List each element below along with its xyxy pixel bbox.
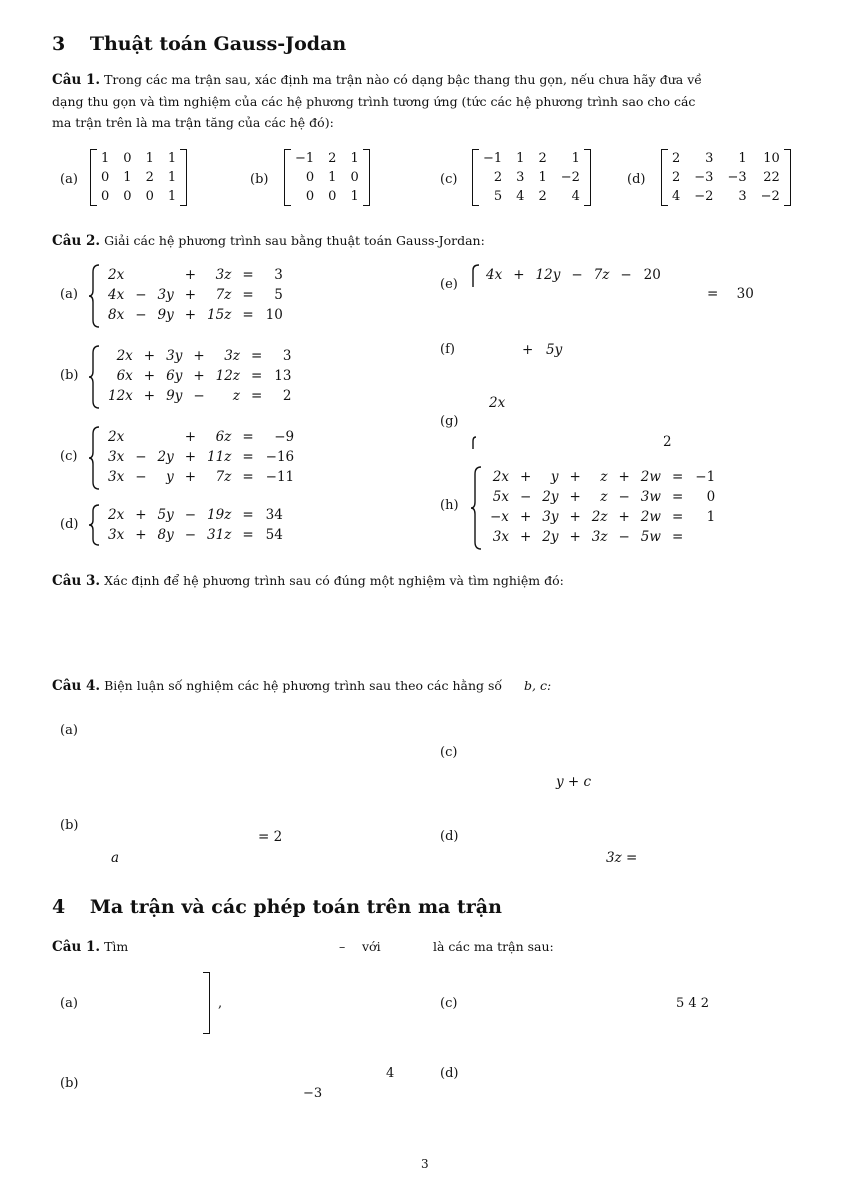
s4-q1-b-label: (b) bbox=[60, 1076, 79, 1091]
system-h: 2x + y + z + 2w = −1 5x − 2y + z − 3w = 0 −x + 3y + 2z + 2w = 1 3x + 2y + 3z − 5w = bbox=[490, 469, 716, 545]
s4-q1-label: Câu 1. bbox=[52, 939, 101, 955]
q4-a-label: (a) bbox=[60, 723, 78, 738]
matrix-c: −1 1 2 1 2 3 1 −2 5 4 2 4 bbox=[472, 149, 591, 206]
system-d-label: (d) bbox=[60, 517, 79, 532]
q4-consts: b, c: bbox=[524, 678, 552, 693]
system-h-brace bbox=[470, 466, 482, 550]
s4-q1-a-comma: , bbox=[218, 996, 223, 1011]
system-f-label: (f) bbox=[440, 342, 455, 357]
system-c-brace bbox=[88, 426, 100, 490]
system-f-frag-3: 2x bbox=[489, 395, 506, 411]
system-c: 2x + 6z = −9 3x − 2y + 11z = −16 3x − y + 7z = −11 bbox=[108, 429, 295, 485]
system-b-brace bbox=[88, 345, 100, 409]
q4-d-fragment: 3z = bbox=[606, 850, 638, 866]
q4-b-label: (b) bbox=[60, 818, 79, 833]
q1-line-2: dạng thu gọn và tìm nghiệm của các hệ phương trình tương ứng (tức các hệ phương trình sao cho các bbox=[52, 94, 696, 109]
system-c-label: (c) bbox=[60, 449, 78, 464]
q4-label: Câu 4. bbox=[52, 678, 101, 694]
system-d-brace bbox=[88, 504, 100, 546]
q1-line-1: Trong các ma trận sau, xác định ma trận nào có dạng bậc thang thu gọn, nếu chưa hãy đưa về bbox=[104, 72, 702, 87]
matrix-c-label: (c) bbox=[440, 172, 458, 187]
system-e-row-2: = 30 bbox=[707, 286, 754, 302]
s4-q1-b-fragment-2: −3 bbox=[303, 1086, 323, 1101]
q4-paragraph bbox=[52, 675, 551, 697]
page-number: 3 bbox=[421, 1157, 429, 1171]
s4-q1-text-1: Tìm bbox=[104, 939, 129, 954]
system-g-label: (g) bbox=[440, 414, 459, 429]
s4-q1-text-2: – bbox=[339, 939, 346, 954]
section-number: 3 bbox=[52, 33, 66, 55]
q4-b-fragment-2: a bbox=[111, 850, 120, 866]
system-e-brace bbox=[468, 264, 480, 288]
system-b: 2x + 3y + 3z = 3 6x + 6y + 12z = 13 12x + 9y − z = 2 bbox=[108, 348, 292, 404]
s4-q1-b-fragment-1: 4 bbox=[386, 1066, 395, 1081]
matrix-b: −1 2 1 0 1 0 0 0 1 bbox=[284, 149, 370, 206]
matrix-b-label: (b) bbox=[250, 172, 269, 187]
s4-q1-c-label: (c) bbox=[440, 996, 458, 1011]
q1-line-3: ma trận trên là ma trận tăng của các hệ đó): bbox=[52, 115, 334, 130]
q4-d-label: (d) bbox=[440, 829, 459, 844]
q4-c-label: (c) bbox=[440, 745, 458, 760]
q2-paragraph bbox=[52, 230, 485, 252]
s4-q1-text-4: là các ma trận sau: bbox=[433, 939, 554, 954]
section-title: Ma trận và các phép toán trên ma trận bbox=[89, 896, 502, 918]
system-g-frag-1: 2 bbox=[663, 434, 672, 450]
system-h-label: (h) bbox=[440, 498, 459, 513]
system-e-row-1: 4x + 12y − 7z − 20 bbox=[486, 267, 661, 283]
q3-text: Xác định để hệ phương trình sau có đúng một nghiệm và tìm nghiệm đó: bbox=[104, 573, 564, 588]
system-a-label: (a) bbox=[60, 287, 78, 302]
s4-q1-a-bracket bbox=[203, 972, 210, 1034]
q1-label: Câu 1. bbox=[52, 72, 101, 88]
system-e-label: (e) bbox=[440, 277, 458, 292]
system-d: 2x + 5y − 19z = 34 3x + 8y − 31z = 54 bbox=[108, 507, 283, 543]
system-a-brace bbox=[88, 264, 100, 328]
system-g-brace bbox=[471, 436, 483, 450]
q2-label: Câu 2. bbox=[52, 233, 101, 249]
q2-text: Giải các hệ phương trình sau bằng thuật toán Gauss-Jordan: bbox=[104, 233, 485, 248]
q3-paragraph bbox=[52, 570, 564, 592]
s4-q1-c-fragment: 5 4 2 bbox=[676, 996, 710, 1011]
q4-c-fragment: y + c bbox=[556, 774, 592, 790]
matrix-a: 1 0 1 1 0 1 2 1 0 0 0 1 bbox=[90, 149, 187, 206]
s4-q1-paragraph bbox=[52, 936, 128, 958]
section-title: Thuật toán Gauss-Jodan bbox=[89, 33, 347, 55]
system-a: 2x + 3z = 3 4x − 3y + 7z = 5 8x − 9y + 15z = 10 bbox=[108, 267, 283, 323]
q1-paragraph bbox=[52, 69, 702, 133]
section-number: 4 bbox=[52, 896, 66, 918]
s4-q1-text-3: với bbox=[362, 939, 381, 954]
s4-q1-d-label: (d) bbox=[440, 1066, 459, 1081]
q3-label: Câu 3. bbox=[52, 573, 101, 589]
matrix-d: 2 3 1 10 2 −3 −3 22 4 −2 3 −2 bbox=[661, 149, 791, 206]
matrix-d-label: (d) bbox=[627, 172, 646, 187]
section-4-heading bbox=[52, 896, 502, 918]
section-3-heading bbox=[52, 33, 346, 55]
q4-b-fragment-1: = 2 bbox=[258, 829, 283, 845]
s4-q1-a-label: (a) bbox=[60, 996, 78, 1011]
system-f-frag-1: + bbox=[522, 342, 534, 358]
system-b-label: (b) bbox=[60, 368, 79, 383]
system-f-frag-2: 5y bbox=[546, 342, 563, 358]
q4-text: Biện luận số nghiệm các hệ phương trình sau theo các hằng số bbox=[104, 678, 503, 693]
matrix-a-label: (a) bbox=[60, 172, 78, 187]
